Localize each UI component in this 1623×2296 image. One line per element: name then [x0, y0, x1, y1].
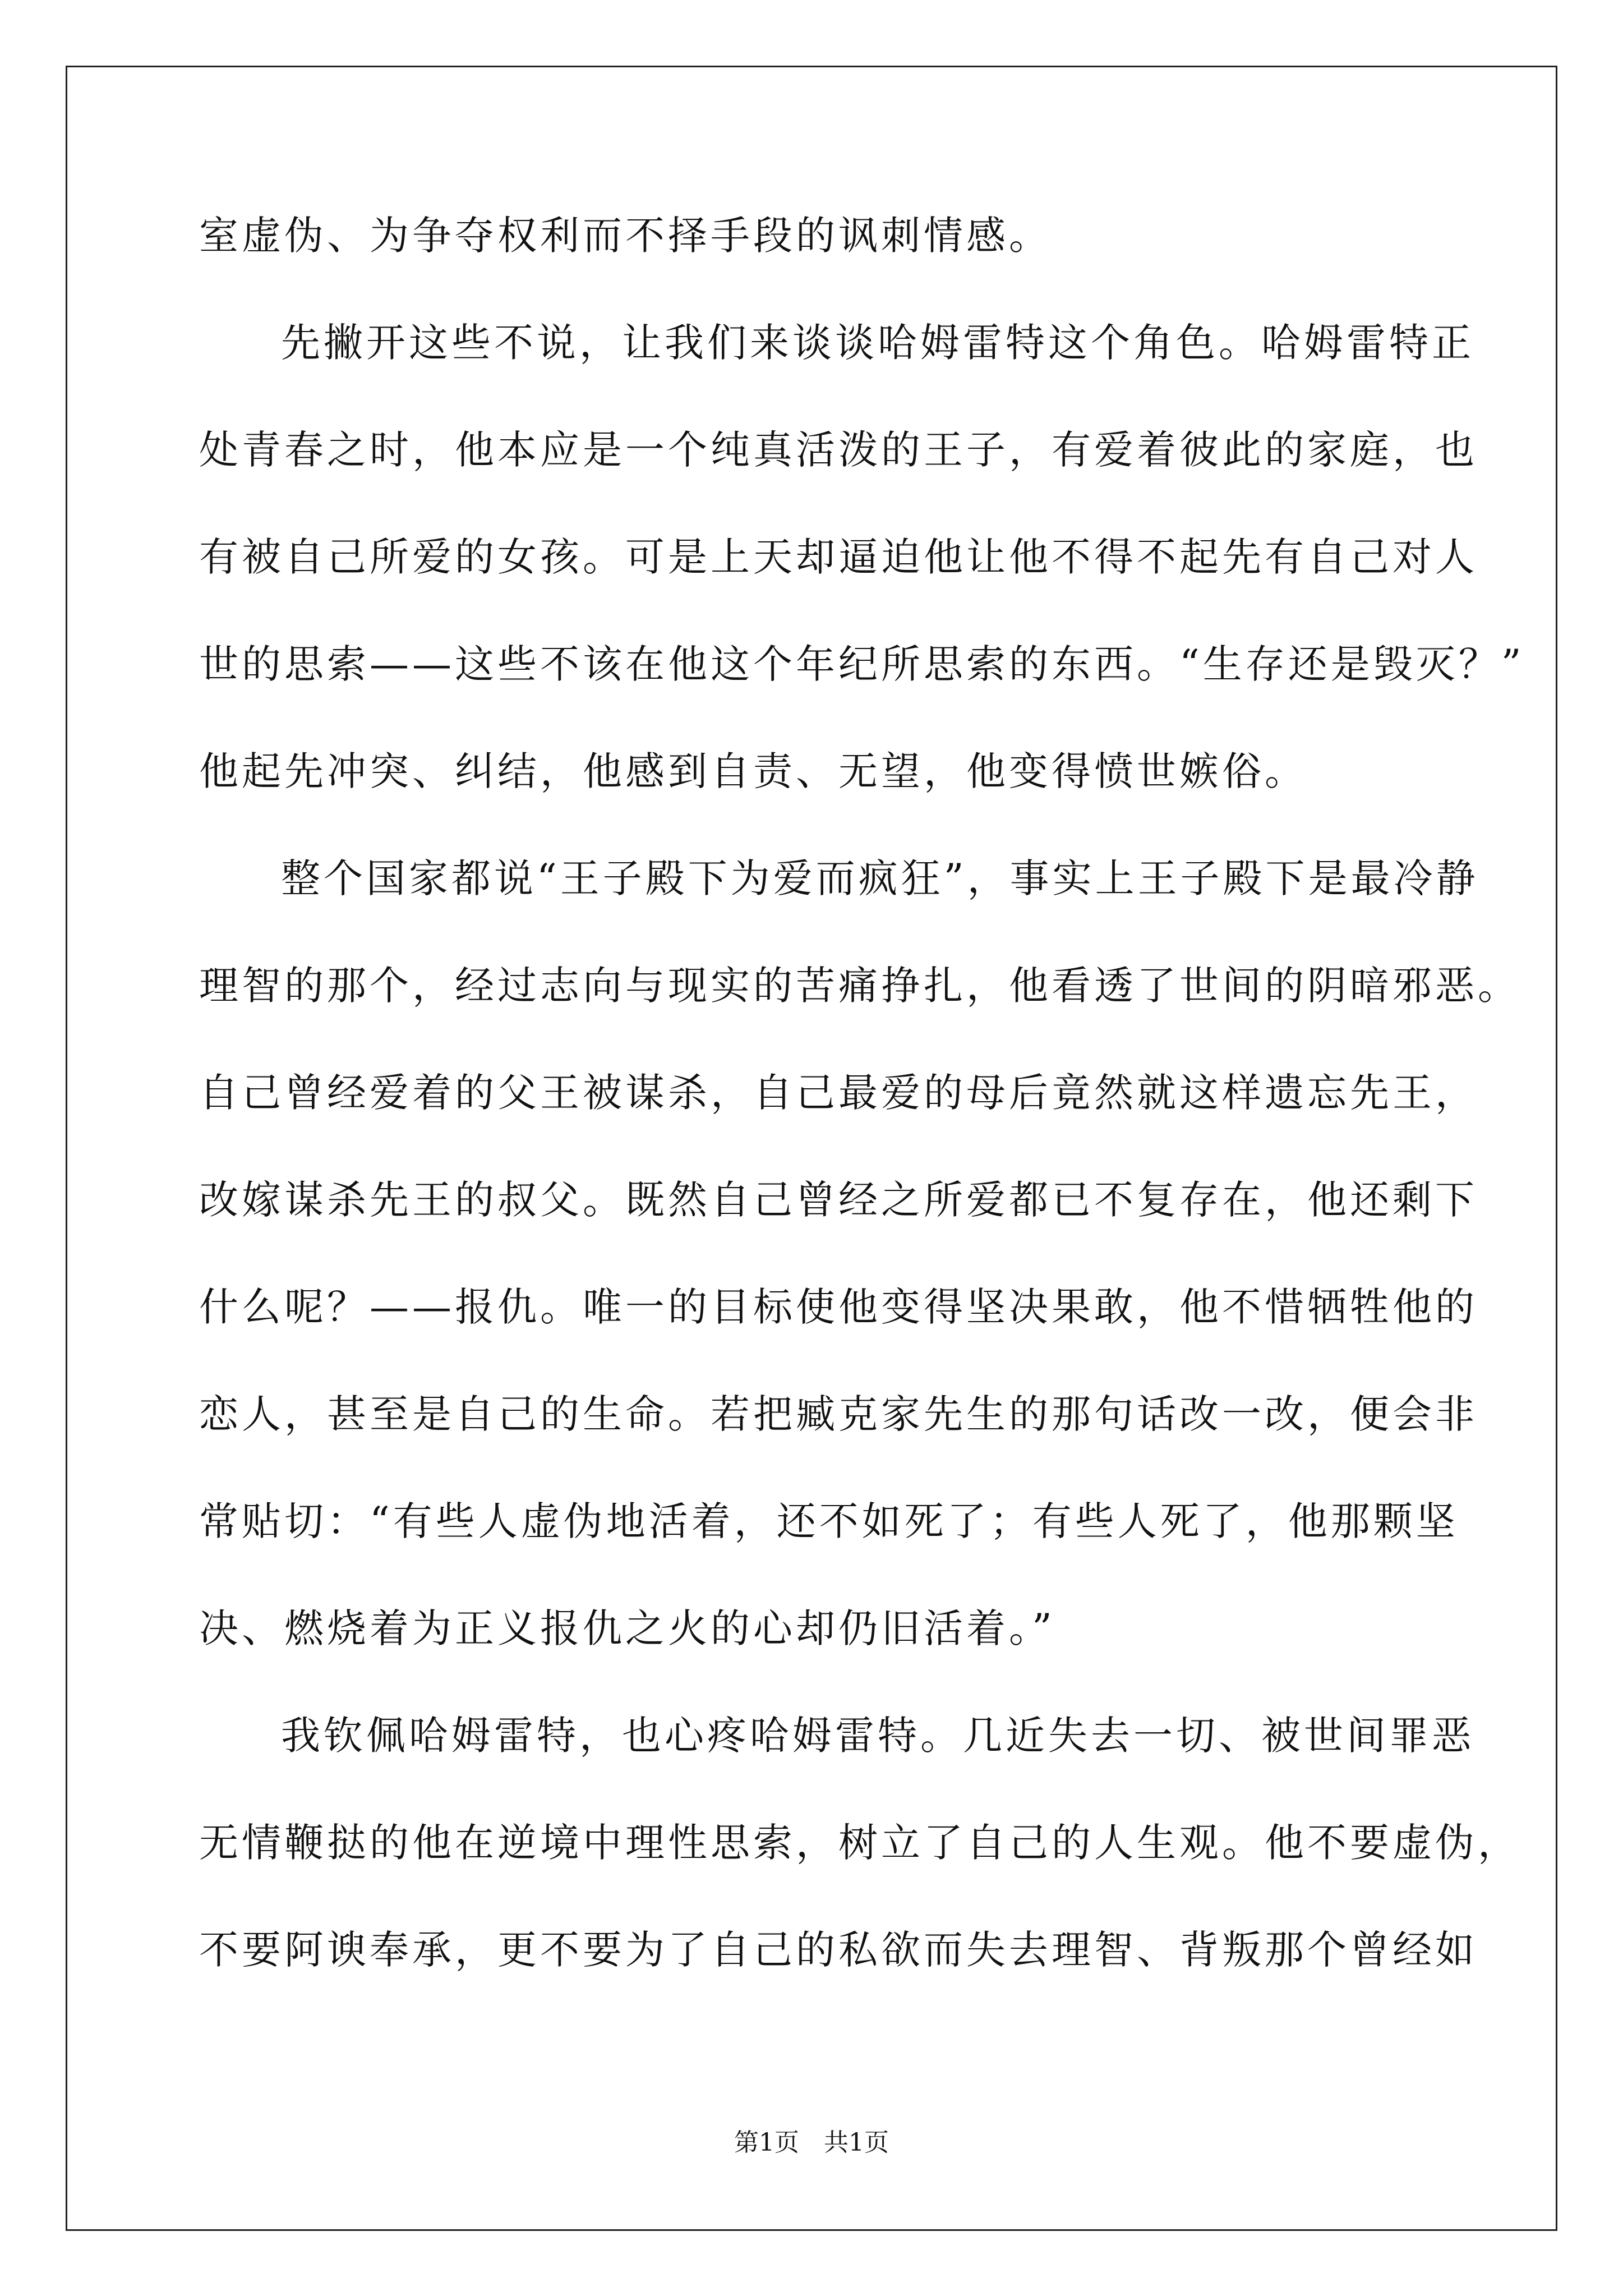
text-line: 室虚伪、为争夺权利而不择手段的讽刺情感。 — [199, 213, 1052, 259]
text-line: 什么呢？——报仇。唯一的目标使他变得坚决果敢，他不惜牺牲他的 — [199, 1284, 1478, 1330]
text-line: 自己曾经爱着的父王被谋杀，自己最爱的母后竟然就这样遗忘先王， — [199, 1070, 1478, 1116]
text-line: 理智的那个，经过志向与现实的苦痛挣扎，他看透了世间的阴暗邪恶。 — [199, 963, 1520, 1009]
paragraph-start-line: 整个国家都说“王子殿下为爱而疯狂”，事实上王子殿下是最冷静 — [281, 855, 1479, 901]
text-line: 他起先冲突、纠结，他感到自责、无望，他变得愤世嫉俗。 — [199, 748, 1307, 794]
text-line: 决、燃烧着为正义报仇之火的心却仍旧活着。” — [199, 1605, 1055, 1651]
text-line: 不要阿谀奉承，更不要为了自己的私欲而失去理智、背叛那个曾经如 — [199, 1927, 1478, 1973]
text-line: 处青春之时，他本应是一个纯真活泼的王子，有爱着彼此的家庭，也 — [199, 427, 1478, 473]
paragraph-start-line: 先撇开这些不说，让我们来谈谈哈姆雷特这个角色。哈姆雷特正 — [281, 320, 1474, 366]
text-line: 常贴切：“有些人虚伪地活着，还不如死了；有些人死了，他那颗坚 — [199, 1498, 1459, 1544]
document-body — [199, 208, 1525, 2029]
page-number-footer: 第1页 共1页 — [734, 2128, 889, 2157]
text-line: 无情鞭挞的他在逆境中理性思索，树立了自己的人生观。他不要虚伪， — [199, 1820, 1520, 1866]
paragraph-start-line: 我钦佩哈姆雷特，也心疼哈姆雷特。几近失去一切、被世间罪恶 — [281, 1713, 1474, 1759]
text-line: 恋人，甚至是自己的生命。若把臧克家先生的那句话改一改，便会非 — [199, 1391, 1478, 1437]
text-line: 世的思索——这些不该在他这个年纪所思索的东西。“生存还是毁灭？” — [199, 641, 1525, 687]
text-line: 改嫁谋杀先王的叔父。既然自己曾经之所爱都已不复存在，他还剩下 — [199, 1177, 1478, 1223]
text-line: 有被自己所爱的女孩。可是上天却逼迫他让他不得不起先有自己对人 — [199, 534, 1478, 580]
